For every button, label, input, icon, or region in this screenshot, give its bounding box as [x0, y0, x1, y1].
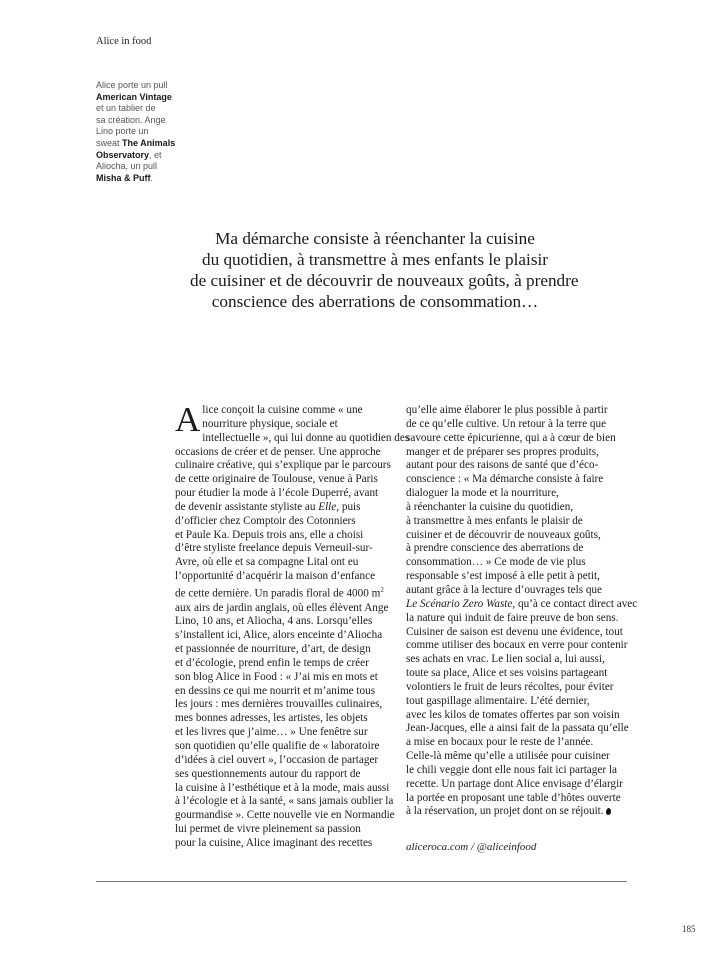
- caption-line: et un tablier de: [96, 103, 156, 114]
- body-line: s’installent ici, Alice, alors enceinte d’Aliocha: [175, 629, 383, 642]
- body-line: ses questionnements autour du rapport de: [175, 767, 361, 780]
- caption-line: [96, 150, 186, 162]
- body-text: , puis: [336, 500, 361, 513]
- body-line: toute sa place, Alice et ses voisins partageant: [406, 667, 608, 680]
- body-text: de devenir assistante styliste au: [175, 500, 319, 513]
- body-line: et passionnée de nourriture, d’art, de design: [175, 643, 371, 656]
- body-line: intellectuelle », qui lui donne au quotidien des: [202, 431, 410, 444]
- body-line: la nature qui induit de faire preuve de bon sens.: [406, 611, 619, 624]
- pull-quote-line: Ma démarche consiste à réenchanter la cuisine: [215, 229, 535, 248]
- caption-brand: Observatory: [96, 149, 150, 160]
- caption-brand: Misha & Puff: [96, 172, 151, 183]
- body-line: et Paule Ka. Depuis trois ans, elle a choisi: [175, 528, 364, 541]
- body-line: cuisiner et de découvrir de nouveaux goûts,: [406, 528, 601, 541]
- body-line: les jours : mes dernières trouvailles culinaires,: [175, 698, 383, 711]
- body-line: d’être styliste freelance depuis Verneuil-sur-: [175, 542, 373, 555]
- body-line: mes bonnes adresses, les artistes, les objets: [175, 712, 368, 725]
- body-line: le chili veggie dont elle nous fait ici partager la: [406, 763, 617, 776]
- body-line: Avre, où elle et sa compagne Lital ont eu: [175, 556, 359, 569]
- book-title: Le Scénario Zero Waste: [406, 597, 513, 610]
- body-line: pour étudier la mode à l’école Duperré, avant: [175, 487, 379, 500]
- body-line: gourmandise ». Cette nouvelle vie en Normandie: [175, 809, 395, 822]
- body-line: avec les kilos de tomates offertes par son voisin: [406, 708, 620, 721]
- article-column-right: [406, 404, 638, 819]
- photo-caption: [96, 80, 186, 184]
- body-line: manger et de préparer ses propres produits,: [406, 445, 599, 458]
- body-line: à transmettre à mes enfants le plaisir de: [406, 514, 583, 527]
- body-line: [175, 501, 393, 515]
- body-line: conscience : « Ma démarche consiste à faire: [406, 473, 604, 486]
- horizontal-divider: [96, 881, 627, 882]
- body-text: à la réservation, un projet dont on se réjouit.: [406, 805, 604, 818]
- body-line: responsable s’est imposé à elle petit à petit,: [406, 570, 600, 583]
- body-line: d’officier chez Comptoir des Cotonniers: [175, 514, 356, 527]
- body-line: Lino, 10 ans, et Aliocha, 4 ans. Lorsqu’elles: [175, 615, 373, 628]
- caption-line: [96, 173, 186, 185]
- body-line: comme utiliser des bocaux en verre pour contenir: [406, 639, 628, 652]
- drop-cap: A: [175, 400, 201, 439]
- body-line: dialoguer la mode et la nourriture,: [406, 487, 559, 500]
- body-line: savoure cette épicurienne, qui a à cœur de bien: [406, 431, 616, 444]
- magazine-title: Elle: [318, 500, 337, 513]
- body-text: , qu’à ce contact direct avec: [512, 597, 638, 610]
- body-line: de ce qu’elle cultive. Un retour à la terre que: [406, 417, 607, 430]
- body-line: ses achats en vrac. Le lien social a, lui aussi,: [406, 653, 605, 666]
- body-line: en dessins ce qui me nourrit et m’anime tous: [175, 684, 376, 697]
- caption-line: [96, 138, 186, 150]
- body-line: occasions de créer et de penser. Une approche: [175, 445, 381, 458]
- body-line: Celle-là même qu’elle a utilisée pour cuisiner: [406, 750, 610, 763]
- body-line: la portée en proposant une table d’hôtes ouverte: [406, 791, 621, 804]
- body-line: lice conçoit la cuisine comme « une: [202, 404, 363, 416]
- body-line: autant pour des raisons de santé que d’éco-: [406, 459, 599, 472]
- body-line: à prendre conscience des aberrations de: [406, 542, 584, 555]
- body-line: la cuisine à l’esthétique et à la mode, mais aussi: [175, 781, 390, 794]
- body-line: nourriture physique, sociale et: [202, 417, 338, 430]
- body-line: consommation… » Ce mode de vie plus: [406, 556, 586, 569]
- body-line: tout gaspillage alimentaire. L’été dernier,: [406, 694, 590, 707]
- body-line: et les livres que j’aime… » Une fenêtre sur: [175, 726, 368, 739]
- body-line: volontiers le fruit de leurs récoltes, pour éviter: [406, 680, 614, 693]
- body-line: culinaire créative, qui s’explique par le parcours: [175, 459, 391, 472]
- web-credit: aliceroca.com / @aliceinfood: [406, 841, 537, 853]
- body-line: de cette originaire de Toulouse, venue à Paris: [175, 473, 378, 486]
- pull-quote-line: conscience des aberrations de consommation…: [211, 292, 539, 311]
- body-line: son blog Alice in Food : « J’ai mis en mots et: [175, 670, 378, 683]
- superscript: 2: [380, 585, 384, 594]
- caption-line: sa création. Ange: [96, 114, 166, 125]
- body-line: lui permet de vivre pleinement sa passion: [175, 823, 361, 836]
- body-line: son quotidien qu’elle qualifie de « laboratoire: [175, 739, 380, 752]
- page-number: 185: [682, 924, 696, 934]
- body-line: aux airs de jardin anglais, où elles élèvent Ange: [175, 601, 389, 614]
- caption-text: .: [150, 172, 154, 183]
- caption-line: Aliocha, un pull: [96, 161, 158, 172]
- body-line: Cuisiner de saison est devenu une évidence, tout: [406, 625, 623, 638]
- body-line: pour la cuisine, Alice imaginant des recettes: [175, 836, 373, 849]
- caption-text: , et: [149, 149, 162, 160]
- body-line: l’opportunité d’acquérir la maison d’enfance: [175, 570, 376, 583]
- section-label: Alice in food: [96, 36, 152, 47]
- body-text: de cette dernière. Un paradis floral de 4000 m: [175, 587, 381, 600]
- body-line: qu’elle aime élaborer le plus possible à partir: [406, 404, 608, 416]
- body-line: d’idées à ciel ouvert », l’occasion de partager: [175, 753, 379, 766]
- pull-quote-line: du quotidien, à transmettre à mes enfants le plaisir: [201, 250, 549, 269]
- caption-brand: American Vintage: [96, 91, 172, 102]
- article-column-left: [175, 400, 410, 851]
- caption-line: Alice porte un pull: [96, 80, 168, 90]
- body-line: recette. Un partage dont Alice envisage d’élargir: [406, 777, 623, 790]
- pull-quote: [190, 228, 579, 312]
- body-line: [175, 584, 393, 602]
- body-line: à réenchanter la cuisine du quotidien,: [406, 500, 574, 513]
- body-line: a mise en bocaux pour le reste de l’année.: [406, 736, 594, 749]
- drop-icon: [605, 808, 611, 816]
- body-line: autant grâce à la lecture d’ouvrages tels que: [406, 583, 602, 596]
- caption-text: sweat: [96, 137, 123, 148]
- body-line: [406, 805, 632, 819]
- body-line: [406, 597, 638, 612]
- pull-quote-line: de cuisiner et de découvrir de nouveaux goûts, à prendre: [190, 271, 579, 290]
- body-line: et d’écologie, prend enfin le temps de créer: [175, 656, 369, 669]
- caption-line: Lino porte un: [96, 126, 149, 137]
- body-line: Jean-Jacques, elle a ainsi fait de la passata qu’elle: [406, 722, 629, 735]
- caption-brand: The Animals: [122, 137, 176, 148]
- body-line: à l’écologie et à la santé, « sans jamais oublier la: [175, 795, 394, 808]
